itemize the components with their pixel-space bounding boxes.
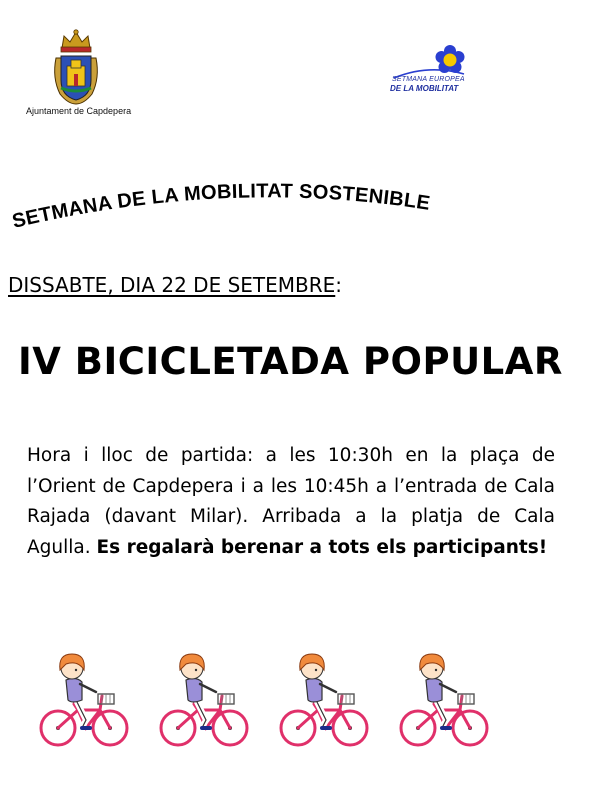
event-description bbox=[27, 441, 555, 563]
cyclist-icon-3 bbox=[276, 650, 372, 754]
event-date-colon: : bbox=[335, 273, 343, 297]
event-date bbox=[8, 273, 342, 297]
capdepera-crest-logo bbox=[50, 28, 102, 106]
banner-title-text: SETMANA DE LA MOBILITAT SOSTENIBLE bbox=[10, 180, 432, 233]
event-date-text: DISSABTE, DIA 22 DE SETEMBRE bbox=[8, 273, 336, 297]
semana-europea-line1: SETMANA EUROPEA bbox=[392, 76, 465, 83]
cyclist-icon-2 bbox=[156, 650, 252, 754]
cyclist-icon-4 bbox=[396, 650, 492, 754]
semana-europea-line2: DE LA MOBILITAT bbox=[390, 84, 459, 93]
crest-caption: Ajuntament de Capdepera bbox=[26, 106, 132, 116]
banner-title bbox=[0, 170, 600, 250]
cyclist-icon-1 bbox=[36, 650, 132, 754]
event-description-highlight: Es regalarà berenar a tots els participants! bbox=[96, 536, 548, 558]
event-description-intro: Hora i lloc de partida: a les 10:30h en la plaça de l’Orient de Capdepera i a les 10:45h a l’entrada de Cala Rajada (davant Milar). Arribada a la platja de Cala Agulla. bbox=[27, 445, 555, 558]
event-title: IV BICICLETADA POPULAR bbox=[18, 340, 563, 383]
